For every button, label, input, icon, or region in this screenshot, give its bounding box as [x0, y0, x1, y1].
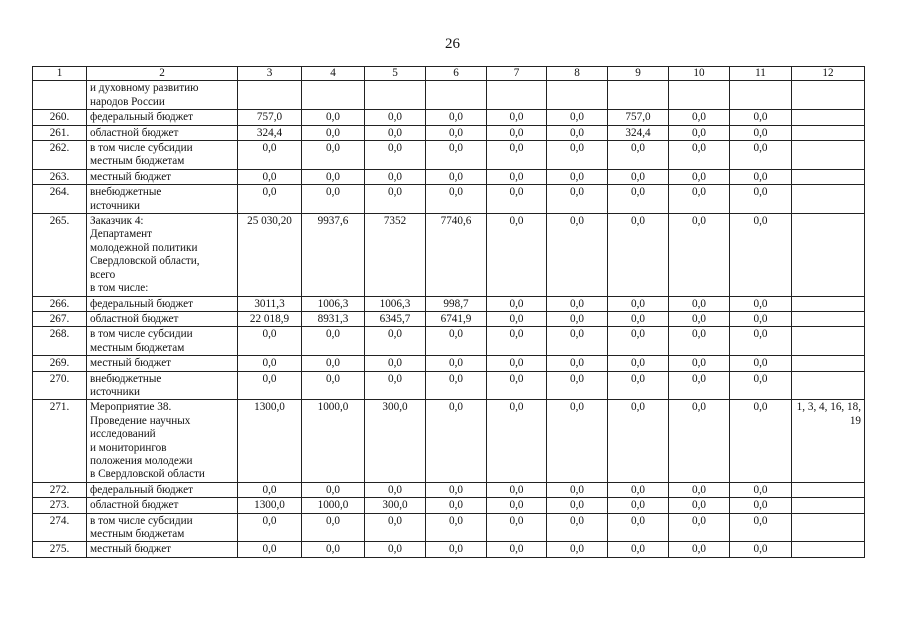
row-name-line: внебюджетные	[90, 372, 162, 385]
value-cell: 0,0	[302, 327, 365, 356]
row-name-line: местный бюджет	[90, 543, 172, 556]
value-cell: 0,0	[487, 185, 547, 214]
column-header: 1	[33, 67, 87, 81]
value-cell: 0,0	[487, 327, 547, 356]
value-cell: 0,0	[238, 141, 302, 170]
value-cell: 0,0	[302, 542, 365, 557]
row-name-line: федеральный бюджет	[90, 111, 193, 124]
value-cell: 0,0	[730, 214, 792, 296]
value-cell: 0,0	[426, 542, 487, 557]
value-cell: 0,0	[669, 141, 730, 170]
row-name-line: федеральный бюджет	[90, 297, 193, 310]
value-cell: 0,0	[426, 141, 487, 170]
row-name-line: всего	[90, 268, 116, 281]
value-cell: 0,0	[669, 327, 730, 356]
value-cell: 0,0	[365, 371, 426, 400]
table-row	[33, 296, 865, 311]
value-cell: 0,0	[608, 356, 669, 371]
value-cell: 0,0	[365, 513, 426, 542]
value-cell: 0,0	[547, 141, 608, 170]
table-row	[33, 185, 865, 214]
value-cell: 0,0	[487, 296, 547, 311]
row-name-line: Свердловской области,	[90, 255, 200, 268]
value-cell: 1006,3	[302, 296, 365, 311]
value-cell: 0,0	[669, 498, 730, 513]
row-name-line: Проведение научных	[90, 414, 191, 427]
value-cell: 0,0	[487, 110, 547, 125]
column-header: 2	[87, 67, 238, 81]
row-name	[87, 141, 238, 170]
value-cell: 0,0	[365, 542, 426, 557]
table-row	[33, 356, 865, 371]
value-cell: 0,0	[238, 513, 302, 542]
value-cell: 0,0	[669, 400, 730, 482]
value-cell: 7740,6	[426, 214, 487, 296]
target-indicators	[792, 296, 865, 311]
target-indicators	[792, 498, 865, 513]
value-cell: 0,0	[238, 482, 302, 497]
value-cell: 0,0	[730, 371, 792, 400]
row-name	[87, 371, 238, 400]
value-cell: 0,0	[730, 311, 792, 326]
value-cell: 0,0	[487, 141, 547, 170]
value-cell: 0,0	[547, 400, 608, 482]
value-cell	[426, 81, 487, 110]
value-cell: 0,0	[669, 356, 730, 371]
value-cell: 0,0	[487, 400, 547, 482]
value-cell: 0,0	[608, 296, 669, 311]
value-cell: 0,0	[487, 513, 547, 542]
value-cell: 0,0	[730, 185, 792, 214]
row-name-line: местным бюджетам	[90, 155, 185, 168]
value-cell: 0,0	[669, 482, 730, 497]
value-cell: 0,0	[730, 110, 792, 125]
target-indicators	[792, 482, 865, 497]
value-cell: 0,0	[730, 327, 792, 356]
value-cell: 0,0	[238, 371, 302, 400]
column-header: 7	[487, 67, 547, 81]
value-cell: 0,0	[669, 513, 730, 542]
value-cell: 0,0	[547, 185, 608, 214]
value-cell	[302, 81, 365, 110]
row-number: 261.	[33, 125, 87, 140]
value-cell: 0,0	[365, 125, 426, 140]
value-cell: 0,0	[426, 371, 487, 400]
value-cell: 0,0	[730, 400, 792, 482]
table-body	[33, 81, 865, 557]
row-number: 268.	[33, 327, 87, 356]
row-number: 271.	[33, 400, 87, 482]
value-cell: 3011,3	[238, 296, 302, 311]
row-name-line: и мониторингов	[90, 441, 167, 454]
value-cell: 0,0	[730, 125, 792, 140]
row-name-line: федеральный бюджет	[90, 483, 193, 496]
row-name-line: местным бюджетам	[90, 528, 185, 540]
value-cell: 0,0	[608, 169, 669, 184]
target-indicators	[792, 356, 865, 371]
value-cell: 0,0	[487, 214, 547, 296]
row-name-line: молодежной политики	[90, 241, 198, 254]
row-name	[87, 125, 238, 140]
value-cell: 0,0	[487, 311, 547, 326]
row-number: 272.	[33, 482, 87, 497]
value-cell: 0,0	[730, 482, 792, 497]
value-cell: 0,0	[365, 141, 426, 170]
row-name-line: областной бюджет	[90, 312, 179, 325]
value-cell: 0,0	[547, 110, 608, 125]
page-number: 26	[445, 36, 460, 52]
value-cell: 0,0	[487, 498, 547, 513]
value-cell: 25 030,20	[238, 214, 302, 296]
row-name	[87, 482, 238, 497]
value-cell: 0,0	[669, 296, 730, 311]
value-cell: 0,0	[302, 513, 365, 542]
value-cell: 0,0	[426, 513, 487, 542]
value-cell: 0,0	[426, 327, 487, 356]
value-cell: 1000,0	[302, 498, 365, 513]
value-cell: 0,0	[302, 169, 365, 184]
row-name-line: в том числе субсидии	[90, 328, 193, 341]
value-cell	[365, 81, 426, 110]
value-cell: 0,0	[730, 356, 792, 371]
value-cell: 0,0	[302, 185, 365, 214]
target-indicators	[792, 214, 865, 296]
table-row	[33, 81, 865, 110]
row-name	[87, 327, 238, 356]
value-cell: 0,0	[608, 327, 669, 356]
value-cell: 0,0	[365, 185, 426, 214]
table-row	[33, 498, 865, 513]
table-row	[33, 542, 865, 557]
column-header: 11	[730, 67, 792, 81]
value-cell: 0,0	[426, 498, 487, 513]
value-cell: 0,0	[608, 482, 669, 497]
value-cell: 0,0	[302, 482, 365, 497]
value-cell: 6345,7	[365, 311, 426, 326]
row-name-line: Мероприятие 38.	[90, 401, 172, 414]
value-cell	[730, 81, 792, 110]
column-header: 10	[669, 67, 730, 81]
row-name	[87, 296, 238, 311]
row-name-line: в том числе:	[90, 282, 149, 295]
column-header: 9	[608, 67, 669, 81]
value-cell: 0,0	[365, 356, 426, 371]
value-cell: 0,0	[669, 110, 730, 125]
value-cell: 0,0	[426, 356, 487, 371]
target-indicators	[792, 141, 865, 170]
value-cell: 0,0	[608, 371, 669, 400]
row-name-line: в Свердловской области	[90, 468, 205, 481]
row-number: 267.	[33, 311, 87, 326]
row-name-line: областной бюджет	[90, 126, 179, 139]
value-cell: 0,0	[608, 141, 669, 170]
row-name-line: исследований	[90, 428, 156, 441]
value-cell: 0,0	[365, 169, 426, 184]
target-indicators	[792, 542, 865, 557]
target-indicators	[792, 311, 865, 326]
row-name	[87, 214, 238, 296]
value-cell: 0,0	[669, 214, 730, 296]
value-cell: 0,0	[730, 542, 792, 557]
row-name-line: местным бюджетам	[90, 341, 185, 354]
target-indicators: 1, 3, 4, 16, 18, 19	[792, 400, 865, 482]
value-cell: 22 018,9	[238, 311, 302, 326]
row-name	[87, 356, 238, 371]
target-indicators	[792, 110, 865, 125]
column-header: 4	[302, 67, 365, 81]
row-number: 275.	[33, 542, 87, 557]
value-cell: 0,0	[730, 169, 792, 184]
value-cell: 0,0	[365, 482, 426, 497]
value-cell: 0,0	[365, 327, 426, 356]
row-number: 270.	[33, 371, 87, 400]
table-row	[33, 125, 865, 140]
column-header: 6	[426, 67, 487, 81]
value-cell: 0,0	[302, 110, 365, 125]
value-cell: 0,0	[547, 169, 608, 184]
value-cell: 0,0	[547, 214, 608, 296]
value-cell: 0,0	[238, 169, 302, 184]
value-cell: 0,0	[608, 400, 669, 482]
row-name	[87, 513, 238, 542]
value-cell: 8931,3	[302, 311, 365, 326]
value-cell: 0,0	[608, 311, 669, 326]
value-cell: 0,0	[547, 498, 608, 513]
value-cell: 0,0	[487, 542, 547, 557]
value-cell: 0,0	[547, 311, 608, 326]
value-cell: 757,0	[608, 110, 669, 125]
value-cell: 0,0	[669, 185, 730, 214]
value-cell: 0,0	[238, 185, 302, 214]
target-indicators	[792, 371, 865, 400]
column-header: 3	[238, 67, 302, 81]
value-cell: 7352	[365, 214, 426, 296]
row-name-line: областной бюджет	[90, 499, 179, 512]
value-cell: 998,7	[426, 296, 487, 311]
row-number: 274.	[33, 513, 87, 542]
value-cell: 0,0	[302, 125, 365, 140]
target-indicators	[792, 125, 865, 140]
value-cell	[547, 81, 608, 110]
value-cell: 0,0	[547, 482, 608, 497]
row-name-line: положения молодежи	[90, 454, 193, 467]
value-cell: 0,0	[608, 214, 669, 296]
value-cell: 0,0	[426, 125, 487, 140]
value-cell: 0,0	[669, 311, 730, 326]
table-row	[33, 214, 865, 296]
value-cell: 0,0	[238, 542, 302, 557]
value-cell: 1300,0	[238, 400, 302, 482]
row-name-line: Департамент	[90, 228, 153, 241]
value-cell: 0,0	[547, 125, 608, 140]
value-cell: 0,0	[302, 141, 365, 170]
value-cell: 0,0	[547, 371, 608, 400]
value-cell: 0,0	[608, 513, 669, 542]
row-name	[87, 169, 238, 184]
value-cell: 0,0	[669, 371, 730, 400]
value-cell: 0,0	[547, 327, 608, 356]
value-cell: 0,0	[238, 356, 302, 371]
value-cell: 0,0	[608, 542, 669, 557]
table-row	[33, 371, 865, 400]
target-indicators	[792, 185, 865, 214]
value-cell: 0,0	[608, 498, 669, 513]
row-name-line: Заказчик 4:	[90, 215, 144, 228]
value-cell: 0,0	[426, 110, 487, 125]
row-number: 260.	[33, 110, 87, 125]
column-header: 12	[792, 67, 865, 81]
row-number	[33, 81, 87, 110]
header-row	[33, 67, 865, 81]
value-cell: 324,4	[608, 125, 669, 140]
value-cell: 0,0	[730, 513, 792, 542]
row-number: 264.	[33, 185, 87, 214]
value-cell: 0,0	[547, 513, 608, 542]
row-name-line: источники	[90, 199, 141, 212]
column-header: 8	[547, 67, 608, 81]
row-name	[87, 400, 238, 482]
table-row	[33, 513, 865, 542]
table-row	[33, 141, 865, 170]
value-cell: 0,0	[547, 542, 608, 557]
value-cell: 0,0	[426, 185, 487, 214]
row-name	[87, 110, 238, 125]
row-name	[87, 311, 238, 326]
target-indicators	[792, 513, 865, 542]
value-cell: 0,0	[547, 356, 608, 371]
value-cell	[669, 81, 730, 110]
value-cell: 0,0	[669, 542, 730, 557]
value-cell	[487, 81, 547, 110]
value-cell: 0,0	[487, 169, 547, 184]
row-name-line: источники	[90, 385, 141, 398]
value-cell: 0,0	[730, 498, 792, 513]
value-cell: 6741,9	[426, 311, 487, 326]
table-row	[33, 482, 865, 497]
row-name-line: и духовному развитию	[90, 82, 199, 95]
row-name-line: местный бюджет	[90, 357, 172, 370]
table-row	[33, 400, 865, 482]
value-cell: 0,0	[487, 482, 547, 497]
value-cell	[608, 81, 669, 110]
row-number: 273.	[33, 498, 87, 513]
value-cell: 0,0	[669, 125, 730, 140]
value-cell: 0,0	[487, 371, 547, 400]
row-name-line: внебюджетные	[90, 186, 162, 199]
row-name-line: в том числе субсидии	[90, 514, 193, 527]
row-number: 269.	[33, 356, 87, 371]
value-cell: 0,0	[487, 356, 547, 371]
budget-table	[32, 66, 865, 558]
row-name-line: народов России	[90, 95, 165, 108]
value-cell: 300,0	[365, 498, 426, 513]
value-cell: 0,0	[426, 482, 487, 497]
value-cell: 0,0	[669, 169, 730, 184]
row-name	[87, 542, 238, 557]
value-cell: 300,0	[365, 400, 426, 482]
row-name-line: в том числе субсидии	[90, 142, 193, 155]
value-cell: 1006,3	[365, 296, 426, 311]
target-indicators	[792, 169, 865, 184]
table-row	[33, 110, 865, 125]
value-cell: 0,0	[608, 185, 669, 214]
value-cell: 0,0	[426, 169, 487, 184]
value-cell: 0,0	[302, 371, 365, 400]
row-number: 262.	[33, 141, 87, 170]
value-cell: 0,0	[547, 296, 608, 311]
value-cell: 1300,0	[238, 498, 302, 513]
value-cell: 757,0	[238, 110, 302, 125]
value-cell: 324,4	[238, 125, 302, 140]
row-name	[87, 498, 238, 513]
target-indicators	[792, 327, 865, 356]
row-number: 263.	[33, 169, 87, 184]
row-name-line: местный бюджет	[90, 170, 172, 183]
row-number: 266.	[33, 296, 87, 311]
value-cell: 0,0	[730, 141, 792, 170]
value-cell: 0,0	[487, 125, 547, 140]
table-row	[33, 311, 865, 326]
row-number: 265.	[33, 214, 87, 296]
value-cell: 1000,0	[302, 400, 365, 482]
value-cell: 0,0	[365, 110, 426, 125]
value-cell: 0,0	[730, 296, 792, 311]
table-row	[33, 169, 865, 184]
value-cell	[238, 81, 302, 110]
table-row	[33, 327, 865, 356]
value-cell: 0,0	[302, 356, 365, 371]
column-header: 5	[365, 67, 426, 81]
value-cell: 0,0	[238, 327, 302, 356]
row-name	[87, 185, 238, 214]
row-name	[87, 81, 238, 110]
value-cell: 9937,6	[302, 214, 365, 296]
target-indicators	[792, 81, 865, 110]
value-cell: 0,0	[426, 400, 487, 482]
